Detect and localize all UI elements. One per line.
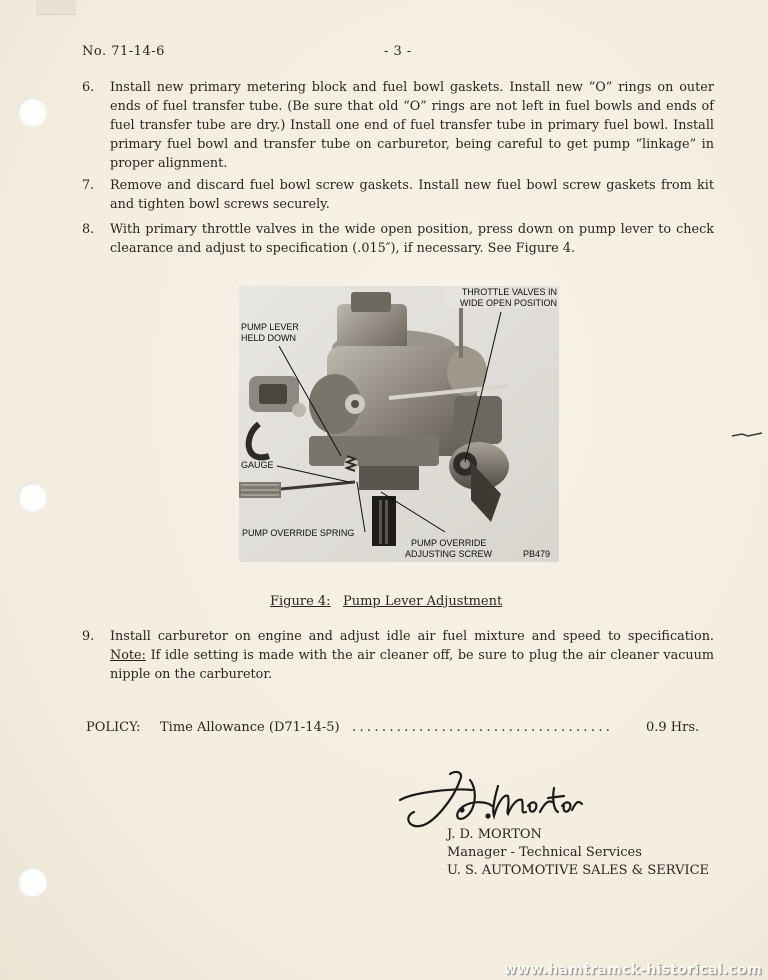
watermark: www.hamtramck-historical.com [503, 962, 762, 978]
step-number: 6. [82, 80, 95, 95]
note-text: If idle setting is made with the air cleaner off, be sure to plug the air cleaner vacuum nipple on the carburetor. [110, 648, 714, 682]
step-7 [82, 176, 714, 214]
step-text: Install new primary metering block and fuel bowl gaskets. Install new “O” rings on outer ends of fuel transfer tube. (Be sure that old “O” rings are not left in fuel bowls and ends of fuel transfer tube are dry.) Install one end of fuel transfer tube in primary fuel bowl. Install primary fuel bowl and transfer tube on carburetor, being careful to get pump “linkage” in proper alignment. [110, 80, 714, 171]
caption-title: Pump Lever Adjustment [342, 594, 503, 609]
step-number: 9. [82, 629, 95, 644]
step-8 [82, 220, 714, 258]
label-override-spring: PUMP OVERRIDE SPRING [242, 528, 355, 538]
signature-text: J. D. Morton [394, 836, 401, 837]
note-label: Note: [110, 648, 146, 663]
paper-tab [36, 0, 76, 15]
signer-org: U. S. AUTOMOTIVE SALES & SERVICE [447, 863, 710, 878]
policy-item: Time Allowance (D71-14-5) [160, 720, 340, 735]
policy-label: POLICY: [86, 720, 141, 735]
label-pump-lever: PUMP LEVER [241, 322, 299, 332]
step-text: Remove and discard fuel bowl screw gaskets. Install new fuel bowl screw gaskets from kit and tighten bowl screws securely. [110, 178, 714, 212]
label-override-screw: PUMP OVERRIDE [411, 538, 487, 548]
step-9 [82, 627, 714, 684]
label-gauge: GAUGE [241, 460, 274, 470]
step-number: 8. [82, 222, 95, 237]
punch-hole [17, 482, 47, 512]
policy-value: 0.9 Hrs. [646, 720, 700, 735]
label-adjusting-screw: ADJUSTING SCREW [405, 549, 493, 559]
step-number: 7. [82, 178, 95, 193]
punch-hole [17, 97, 47, 127]
signer-title: Manager - Technical Services [447, 845, 642, 860]
smudge-mark [728, 430, 768, 442]
step-6 [82, 78, 714, 173]
policy-leader: . . . . . . . . . . . . . . . . . . . . . . . . . . . . . . . . . . . [352, 720, 610, 735]
punch-hole [17, 867, 47, 897]
step-text: With primary throttle valves in the wide open position, press down on pump lever to check clearance and adjust to specification (.015″), if necessary. See Figure 4. [110, 222, 714, 256]
signer-name: J. D. MORTON [447, 827, 542, 842]
carburetor-photo [239, 286, 559, 562]
label-throttle-valves: THROTTLE VALVES IN [461, 287, 557, 297]
photo-code: PB479 [523, 549, 551, 559]
label-held-down: HELD DOWN [241, 333, 297, 343]
document-number: No. 71-14-6 [82, 44, 165, 59]
figure-caption [270, 594, 502, 609]
step-text: Install carburetor on engine and adjust idle air fuel mixture and speed to specification. [110, 629, 714, 644]
page-number: - 3 - [384, 44, 412, 59]
caption-prefix: Figure 4: [270, 594, 331, 609]
label-wide-open: WIDE OPEN POSITION [459, 298, 557, 308]
